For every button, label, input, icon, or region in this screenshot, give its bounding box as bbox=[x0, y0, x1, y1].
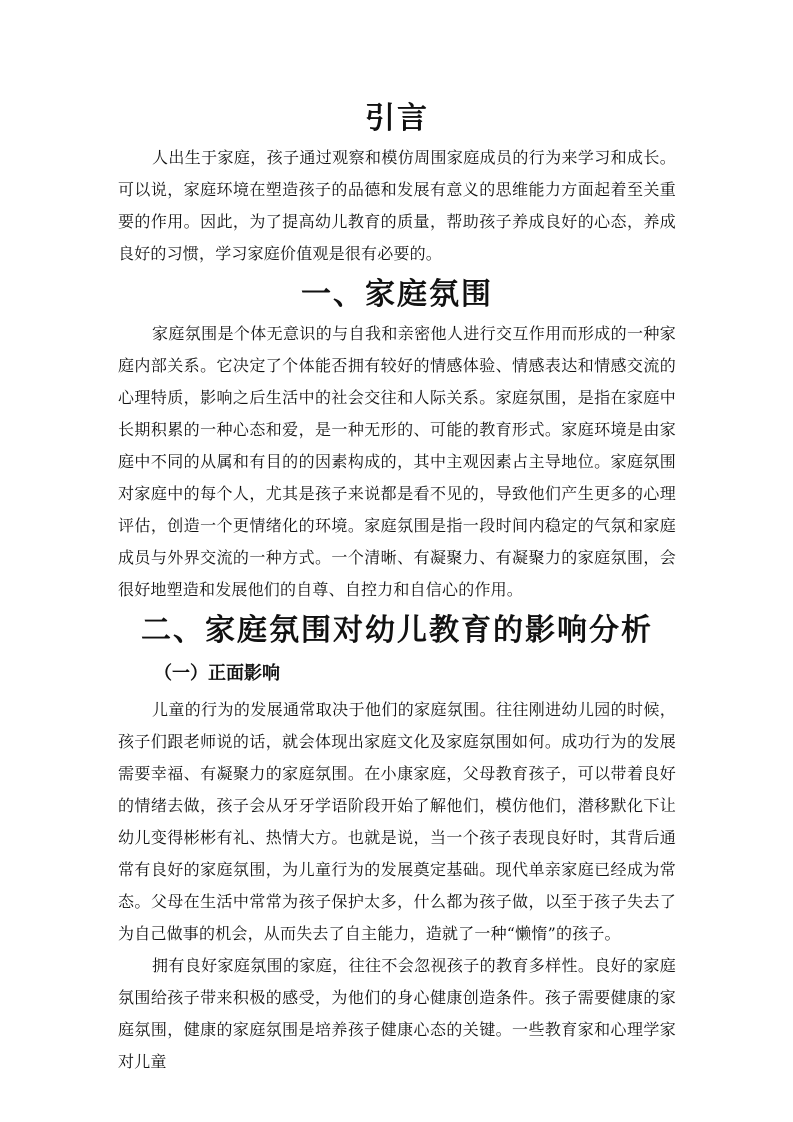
intro-title: 引言 bbox=[365, 101, 429, 136]
subsection-1-title: （一）正面影响 bbox=[154, 663, 280, 684]
subsection-1-paragraph-1: 儿童的行为的发展通常取决于他们的家庭氛围。往往刚进幼儿园的时候，孩子们跟老师说的话，就会体现出家庭文化及家庭氛围如何。成功行为的发展需要幸福、有凝聚力的家庭氛围。在小康家庭，父母教育孩子，可以带着良好的情绪去做，孩子会从牙牙学语阶段开始了解他们，模仿他们，潜移默化下让幼儿变得彬彬有礼、热情大方。也就是说，当一个孩子表现良好时，其背后通常有良好的家庭氛围，为儿童行为的发展奠定基础。现代单亲家庭已经成为常态。父母在生活中常常为孩子保护太多，什么都为孩子做，以至于孩子失去了为自己做事的机会，从而失去了自主能力，造就了一种“懒惰”的孩子。 bbox=[118, 700, 676, 943]
intro-paragraph: 人出生于家庭，孩子通过观察和模仿周围家庭成员的行为来学习和成长。可以说，家庭环境在塑造孩子的品德和发展有意义的思维能力方面起着至关重要的作用。因此，为了提高幼儿教育的质量，帮助孩子养成良好的心态，养成良好的习惯，学习家庭价值观是很有必要的。 bbox=[118, 148, 676, 263]
section-2-title: 二、家庭氛围对幼儿教育的影响分析 bbox=[141, 613, 653, 648]
section-1-title: 一、家庭氛围 bbox=[301, 277, 493, 312]
document-body bbox=[118, 96, 676, 1078]
subsection-1-paragraph-2: 拥有良好家庭氛围的家庭，往往不会忽视孩子的教育多样性。良好的家庭氛围给孩子带来积极的感受，为他们的身心健康创造条件。孩子需要健康的家庭氛围，健康的家庭氛围是培养孩子健康心态的关键。一些教育家和心理学家对儿童 bbox=[118, 956, 676, 1071]
section-1-paragraph: 家庭氛围是个体无意识的与自我和亲密他人进行交互作用而形成的一种家庭内部关系。它决定了个体能否拥有较好的情感体验、情感表达和情感交流的心理特质，影响之后生活中的社会交往和人际关系。家庭氛围，是指在家庭中长期积累的一种心态和爱，是一种无形的、可能的教育形式。家庭环境是由家庭中不同的从属和有目的的因素构成的，其中主观因素占主导地位。家庭氛围对家庭中的每个人，尤其是孩子来说都是看不见的，导致他们产生更多的心理评估，创造一个更情绪化的环境。家庭氛围是指一段时间内稳定的气氛和家庭成员与外界交流的一种方式。一个清晰、有凝聚力、有凝聚力的家庭氛围，会很好地塑造和发展他们的自尊、自控力和自信心的作用。 bbox=[118, 324, 676, 599]
